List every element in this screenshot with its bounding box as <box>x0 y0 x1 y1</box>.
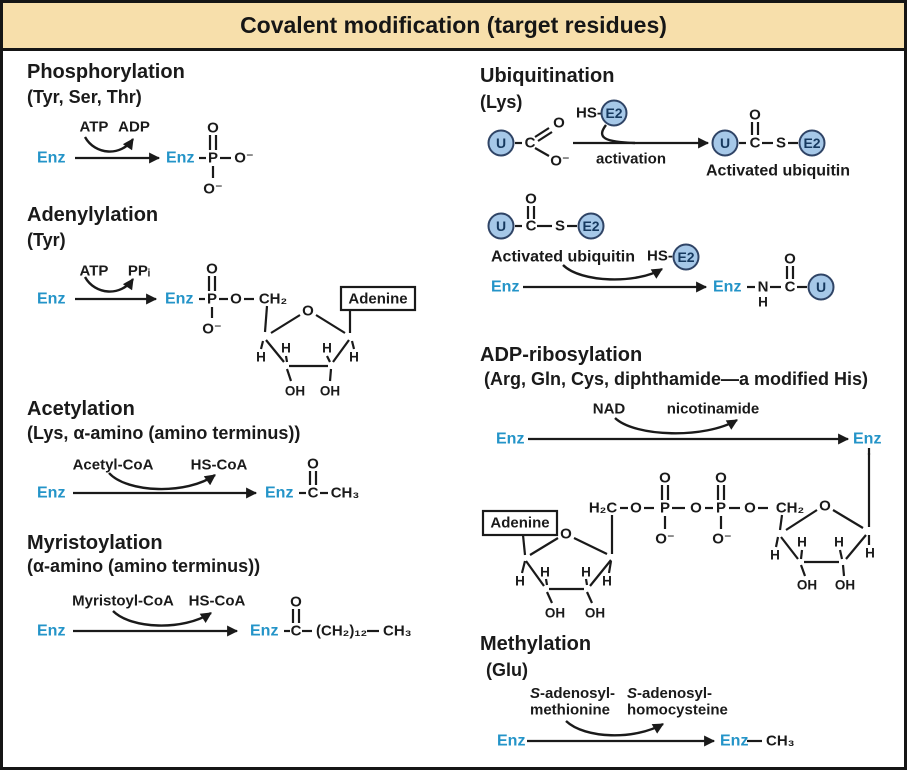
atom-ch2: CH₂ <box>775 499 805 517</box>
atom-ch2: CH₂ <box>258 290 288 308</box>
ubiquitin-label: U <box>495 135 507 151</box>
atom-h: H <box>581 564 591 580</box>
phosphorylation-scheme <box>23 111 443 203</box>
atom-oh: OH <box>319 383 341 399</box>
atom-h: H <box>834 534 844 550</box>
atom-ch3: CH₃ <box>766 732 795 750</box>
enzyme-label: Enz <box>265 484 294 502</box>
atom-o: O <box>307 455 319 473</box>
atom-o-minus: O⁻ <box>202 320 222 338</box>
myristoylation-residues: (α-amino (amino terminus)) <box>27 556 261 576</box>
atom-c: C <box>524 134 536 152</box>
enzyme-label: Enz <box>853 430 882 448</box>
byproduct-italic-s: S <box>627 684 638 702</box>
substrate-italic-s: S <box>530 684 541 702</box>
atom-h: H <box>602 573 612 589</box>
atom-o: O <box>525 190 537 208</box>
adp-ribosylation-title: ADP-ribosylation <box>480 344 643 366</box>
atom-o: O <box>290 593 302 611</box>
adp-ribose-structure <box>473 453 903 625</box>
activated-ubiquitin-label: Activated ubiquitin <box>491 248 635 266</box>
ubiquitin-label: U <box>495 218 507 234</box>
atom-s: S <box>775 134 787 152</box>
amide-bonds <box>747 266 807 287</box>
atom-p: P <box>207 149 219 167</box>
byproduct-label: HS-CoA <box>190 456 248 474</box>
substrate-rest: -adenosyl- <box>540 684 616 702</box>
atom-c: C <box>784 278 796 296</box>
acetylation-title: Acetylation <box>27 398 135 420</box>
atom-oh: OH <box>544 605 566 621</box>
methylation-title: Methylation <box>480 633 592 655</box>
substrate-label: Acetyl-CoA <box>72 456 154 474</box>
atom-o-minus: O⁻ <box>712 530 732 548</box>
atom-o: O <box>207 119 219 137</box>
activated-ubiquitin-label: Activated ubiquitin <box>706 162 850 180</box>
byproduct-label: HS-CoA <box>188 592 246 610</box>
enzyme-label: Enz <box>496 430 525 448</box>
enzyme-label: Enz <box>166 149 195 167</box>
atom-p: P <box>715 499 727 517</box>
enzyme-label: Enz <box>250 622 279 640</box>
enzyme-label: Enz <box>720 732 749 750</box>
acetylation-residues: (Lys, α-amino (amino terminus)) <box>27 423 301 443</box>
atom-p: P <box>206 290 218 308</box>
ubiquitination-activation-scheme <box>473 98 903 190</box>
enzyme-label: Enz <box>37 484 66 502</box>
enzyme-label: Enz <box>713 278 742 296</box>
adenine-label: Adenine <box>490 514 550 532</box>
atom-h: H <box>540 564 550 580</box>
reaction-arrows <box>73 473 256 493</box>
atom-h: H <box>349 349 359 365</box>
ubiquitination-title: Ubiquitination <box>480 65 615 87</box>
atom-o: O <box>206 260 218 278</box>
atom-o: O <box>784 250 796 268</box>
enzyme-label: Enz <box>165 290 194 308</box>
atom-n: N <box>757 278 769 296</box>
atom-c: C <box>307 484 319 502</box>
atom-h2c: H₂C <box>588 499 618 517</box>
adenylylation-title: Adenylylation <box>27 204 159 226</box>
atom-o-minus: O⁻ <box>234 149 254 167</box>
reaction-arrows <box>75 277 156 299</box>
reaction-arrows <box>573 125 708 143</box>
atom-o: O <box>749 106 761 124</box>
atom-ch3: CH₃ <box>383 622 412 640</box>
atom-o: O <box>630 499 642 517</box>
atom-h: H <box>758 294 768 310</box>
ubiquitination-residues: (Lys) <box>480 92 523 112</box>
enzyme-label: Enz <box>497 732 526 750</box>
atom-o: O <box>715 469 727 487</box>
enzyme-label: Enz <box>37 149 66 167</box>
e2-label: E2 <box>582 218 600 234</box>
reaction-arrows <box>523 265 706 287</box>
atom-o-minus: O⁻ <box>655 530 675 548</box>
substrate-label: ATP <box>79 118 109 136</box>
atom-o: O <box>302 302 314 320</box>
hs-label: HS- <box>576 104 602 122</box>
ubiquitination-transfer-scheme <box>473 191 903 315</box>
atom-c: C <box>290 622 302 640</box>
phosphorylation-residues: (Tyr, Ser, Thr) <box>27 87 142 107</box>
atom-s: S <box>554 217 566 235</box>
e2-label: E2 <box>803 135 821 151</box>
right-ribose-ring <box>776 510 869 576</box>
phosphorylation-title: Phosphorylation <box>27 61 185 83</box>
figure-title-bar <box>3 3 904 51</box>
atom-o: O <box>560 525 572 543</box>
adenylylation-scheme <box>23 255 453 405</box>
substrate-label: Myristoyl-CoA <box>72 592 174 610</box>
atom-h: H <box>770 547 780 563</box>
atom-o: O <box>744 499 756 517</box>
adenine-label: Adenine <box>348 290 408 308</box>
atom-oh: OH <box>796 577 818 593</box>
atom-h: H <box>281 340 291 356</box>
byproduct-label: PPᵢ <box>127 262 151 280</box>
e2-label: E2 <box>677 249 695 265</box>
methylation-residues: (Glu) <box>486 660 528 680</box>
atom-p: P <box>659 499 671 517</box>
figure-title: Covalent modification (target residues) <box>240 12 667 38</box>
methylation-scheme <box>473 685 903 757</box>
substrate-label-line1 <box>530 685 615 702</box>
ubiquitin-label: U <box>815 279 827 295</box>
byproduct-label-line1 <box>627 685 712 702</box>
byproduct-label-line2: homocysteine <box>627 701 728 719</box>
atom-o: O <box>819 497 831 515</box>
adp-ribosylation-residues: (Arg, Gln, Cys, diphthamide—a modified His) <box>484 369 869 389</box>
atom-h: H <box>797 534 807 550</box>
adp-ribosylation-scheme <box>473 393 903 455</box>
atom-h: H <box>515 573 525 589</box>
atom-o: O <box>553 114 565 132</box>
ribose-ring <box>261 315 354 381</box>
atom-oh: OH <box>834 577 856 593</box>
byproduct-label: nicotinamide <box>666 400 760 418</box>
atom-o: O <box>659 469 671 487</box>
atom-h: H <box>865 545 875 561</box>
activation-label: activation <box>595 150 667 168</box>
acetylation-scheme <box>23 451 453 515</box>
atom-ch3: CH₃ <box>330 484 360 502</box>
atom-c: C <box>525 217 537 235</box>
atom-o-minus: O⁻ <box>203 180 223 198</box>
thioester-bonds <box>739 122 798 143</box>
hs-label: HS- <box>647 247 673 265</box>
atom-h: H <box>322 340 332 356</box>
ubiquitin-label: U <box>719 135 731 151</box>
enzyme-label: Enz <box>37 622 66 640</box>
thioester-bonds <box>515 206 577 226</box>
atom-h: H <box>256 349 266 365</box>
enzyme-label: Enz <box>37 290 66 308</box>
adenylylation-residues: (Tyr) <box>27 230 66 250</box>
reaction-arrows <box>73 611 237 631</box>
substrate-label: ATP <box>79 262 109 280</box>
atom-o: O <box>690 499 702 517</box>
atom-o-minus: O⁻ <box>550 152 570 170</box>
atom-ch2-chain: (CH₂)₁₂ <box>316 622 368 640</box>
enzyme-label: Enz <box>491 278 520 296</box>
reaction-arrows <box>75 137 159 158</box>
reaction-arrows <box>528 418 869 455</box>
byproduct-rest: -adenosyl- <box>637 684 713 702</box>
myristoylation-title: Myristoylation <box>27 532 163 554</box>
e2-label: E2 <box>605 105 623 121</box>
substrate-label: NAD <box>592 400 626 418</box>
atom-c: C <box>749 134 761 152</box>
atom-o: O <box>230 290 242 308</box>
myristoylation-scheme <box>23 585 453 649</box>
atom-oh: OH <box>284 383 306 399</box>
substrate-label-line2: methionine <box>530 701 611 719</box>
byproduct-label: ADP <box>118 118 150 136</box>
atom-oh: OH <box>584 605 606 621</box>
